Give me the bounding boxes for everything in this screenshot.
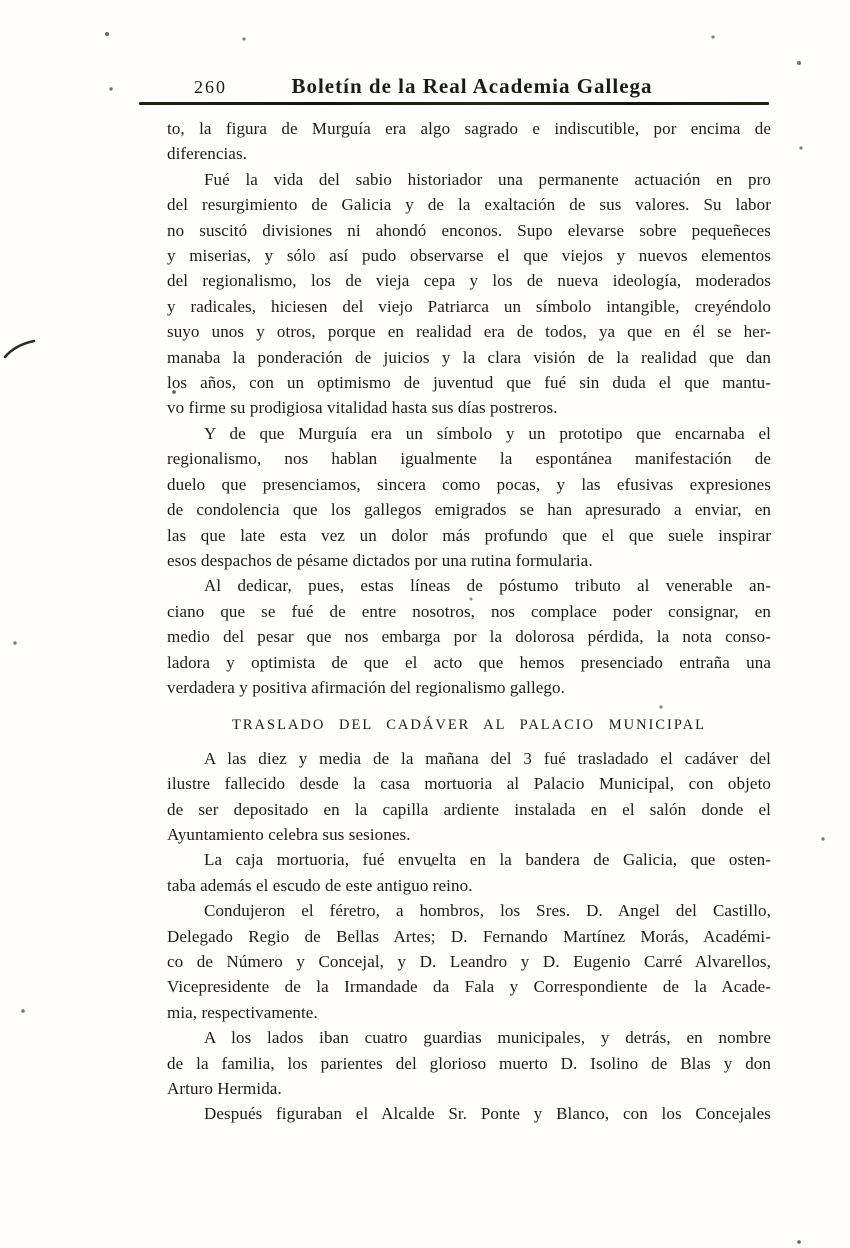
text-line: diferencias. [167, 144, 248, 164]
text-line: to, la figura de Murguía era algo sagrado e indiscutible, por encima de [167, 119, 771, 138]
text-line: los años, con un optimismo de juventud que fué sin duda el que mantu- [167, 373, 771, 393]
text-line: ciano que se fué de entre nosotros, nos complace poder consignar, en [167, 601, 771, 621]
paragraph [167, 898, 771, 1025]
text-line: Al dedicar, pues, estas líneas de póstumo tributo al venerable an- [204, 576, 771, 596]
journal-title: Boletín de la Real Academia Gallega [291, 74, 653, 98]
text-line: Delegado Regio de Bellas Artes; D. Fernando Martínez Morás, Académi- [167, 926, 771, 946]
paragraph [167, 116, 771, 167]
text-line: mia, respectivamente. [167, 1002, 318, 1022]
paragraph [167, 167, 771, 421]
scan-noise-specks [0, 0, 2, 2]
text-line: esos despachos de pésame dictados por una rutina formularia. [167, 550, 593, 570]
text-line: taba además el escudo de este antiguo reino. [167, 875, 473, 895]
text-line: y miserias, y sólo así pudo observarse el que viejos y nuevos elementos [167, 246, 771, 266]
text-line: Condujeron el féretro, a hombros, los Sres. D. Angel del Castillo, [204, 901, 771, 921]
paragraph [167, 1101, 771, 1126]
text-line: suyo unos y otros, porque en realidad era de todos, ya que en él se her- [167, 322, 771, 342]
paragraph [167, 421, 771, 573]
text-line: Después figuraban el Alcalde Sr. Ponte y Blanco, con los Concejales [204, 1104, 771, 1124]
text-line: del regionalismo, los de vieja cepa y los de nueva ideología, moderados [167, 271, 771, 291]
text-line: ladora y optimista de que el acto que hemos presenciado entraña una [167, 652, 771, 672]
text-line: de ser depositado en la capilla ardiente instalada en el salón donde el [167, 799, 771, 819]
text-line: de condolencia que los gallegos emigrados se han apresurado a enviar, en [167, 500, 771, 520]
text-line: manaba la ponderación de juicios y la clara visión de la realidad que dan [167, 347, 771, 367]
text-line: Ayuntamiento celebra sus sesiones. [167, 824, 411, 844]
page-number: 260 [194, 77, 227, 97]
paragraph [167, 746, 771, 848]
text-line: vo firme su prodigiosa vitalidad hasta sus días postreros. [167, 398, 558, 418]
text-line: Y de que Murguía era un símbolo y un prototipo que encarnaba el [204, 423, 771, 443]
header-rule [139, 102, 769, 105]
text-line: verdadera y positiva afirmación del regionalismo gallego. [167, 677, 565, 697]
running-header [139, 74, 769, 100]
text-line: ilustre fallecido desde la casa mortuoria al Palacio Municipal, con objeto [167, 774, 771, 794]
text-line: regionalismo, nos hablan igualmente la espontánea manifestación de [167, 449, 771, 469]
text-line: no suscitó divisiones ni ahondó enconos. Supo elevarse sobre pequeñeces [167, 220, 771, 240]
text-line: de la familia, los parientes del glorioso muerto D. Isolino de Blas y don [167, 1053, 771, 1073]
text-line: las que late esta vez un dolor más profundo que el que suele inspirar [167, 525, 771, 545]
text-line: A las diez y media de la mañana del 3 fué trasladado el cadáver del [204, 748, 771, 768]
page-body [167, 116, 771, 1127]
paragraph [167, 847, 771, 898]
text-line: Arturo Hermida. [167, 1079, 282, 1099]
pen-mark-artifact [2, 334, 42, 362]
text-line: La caja mortuoria, fué envuelta en la bandera de Galicia, que osten- [204, 850, 771, 870]
text-line: del resurgimiento de Galicia y de la exaltación de sus valores. Su labor [167, 195, 771, 215]
paragraph [167, 573, 771, 700]
text-line: medio del pesar que nos embarga por la dolorosa pérdida, la nota conso- [167, 627, 771, 647]
text-line: Vicepresidente de la Irmandade da Fala y Correspondiente de la Acade- [167, 977, 771, 997]
paragraph [167, 1025, 771, 1101]
text-line: Fué la vida del sabio historiador una permanente actuación en pro [204, 169, 771, 189]
text-line: duelo que presenciamos, sincera como pocas, y las efusivas expresiones [167, 474, 771, 494]
section-heading: TRASLADO DEL CADÁVER AL PALACIO MUNICIPAL [232, 717, 706, 734]
text-line: A los lados iban cuatro guardias municipales, y detrás, en nombre [204, 1028, 771, 1048]
text-line: co de Número y Concejal, y D. Leandro y D. Eugenio Carré Alvarellos, [167, 952, 771, 971]
text-line: y radicales, hiciesen del viejo Patriarca un símbolo intangible, creyéndolo [167, 296, 771, 316]
